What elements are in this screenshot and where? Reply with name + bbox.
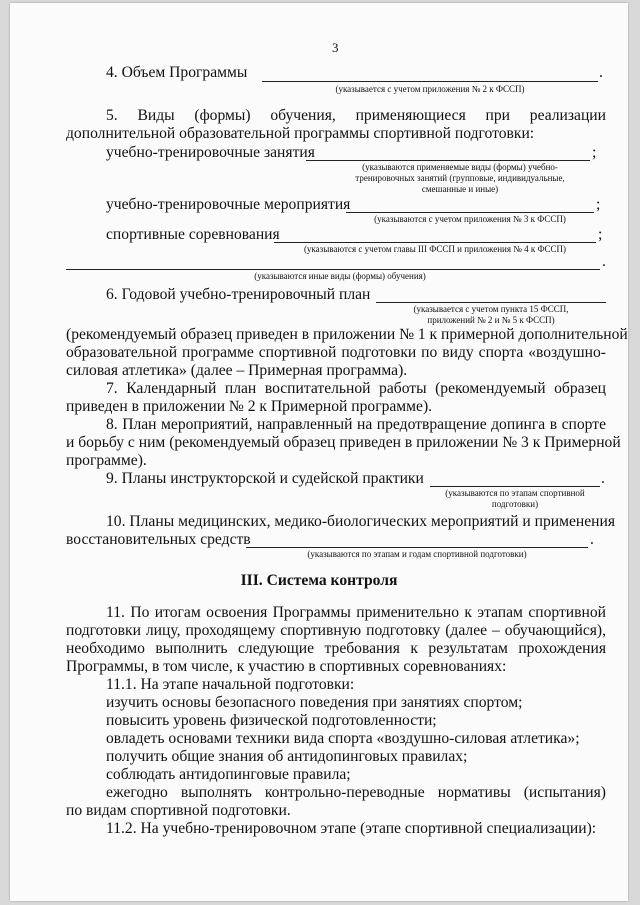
item-6-blank-line	[376, 302, 606, 303]
paragraph-11-1-title: 11.1. На этапе начальной подготовки:	[106, 676, 355, 693]
training-sessions-label: учебно-тренировочные занятия	[106, 144, 315, 161]
item-5-line-2: дополнительной образовательной программы спортивной подготовки:	[66, 125, 535, 142]
item-10-line-2: восстановительных средств	[66, 531, 251, 548]
item-10-blank-line	[246, 547, 588, 548]
training-sessions-caption-2: тренировочных занятий (групповые, индивидуальные,	[355, 173, 565, 183]
training-sessions-end: ;	[592, 144, 597, 161]
competitions-label: спортивные соревнования	[106, 226, 280, 243]
paragraph-11-1-item: овладеть основами техники вида спорта «воздушно-силовая атлетика»;	[106, 730, 580, 747]
item-8-line-2: и борьбу с ним (рекомендуемый образец приведен в приложении № 3 к Примерной	[66, 434, 621, 451]
paragraph-11-line-2: подготовки лицу, проходящему спортивную подготовку (далее – обучающийся),	[66, 622, 606, 639]
other-forms-blank-line	[66, 269, 600, 270]
other-forms-caption: (указываются иные виды (формы) обучения)	[254, 271, 426, 281]
paragraph-11-line-4: Программы, в том числе, к участию в спортивных соревнованиях:	[66, 658, 507, 675]
item-4-end: .	[599, 64, 603, 81]
item-6-caption-1: (указывается с учетом пункта 15 ФССП,	[413, 304, 569, 314]
section-3-heading: III. Система контроля	[240, 572, 398, 589]
paragraph-11-1-last-line-2: по видам спортивной подготовки.	[66, 802, 291, 819]
item-9-end: .	[601, 470, 605, 487]
training-events-label: учебно-тренировочные мероприятия	[106, 196, 351, 213]
paragraph-11-2-title: 11.2. На учебно-тренировочном этапе (этапе спортивной специализации):	[106, 820, 597, 837]
training-sessions-caption-3: смешанные и иные)	[421, 184, 499, 194]
item-6-line-3: силовая атлетика» (далее – Примерная программа).	[66, 362, 408, 379]
competitions-end: ;	[598, 226, 603, 243]
item-10-caption: (указываются по этапам и годам спортивной подготовки)	[307, 549, 527, 559]
item-4-blank-line	[262, 81, 598, 82]
paragraph-11-1-last-line-1: ежегодно выполнять контрольно-переводные нормативы (испытания)	[106, 784, 606, 801]
competitions-blank-line	[274, 242, 596, 243]
item-10-end: .	[590, 531, 594, 548]
paragraph-11-1-item: получить общие знания об антидопинговых правилах;	[106, 748, 468, 765]
item-7-line-2: приведен в приложении № 2 к Примерной программе).	[66, 398, 433, 415]
item-10-line-1: 10. Планы медицинских, медико-биологических мероприятий и применения	[106, 513, 616, 530]
item-9-caption-2: подготовки)	[491, 499, 539, 509]
paragraph-11-1-item: соблюдать антидопинговые правила;	[106, 766, 351, 783]
paragraph-11-line-3: необходимо выполнить следующие требования к результатам прохождения	[66, 640, 606, 657]
item-9-text: 9. Планы инструкторской и судейской практики	[106, 470, 424, 487]
item-4-text: 4. Объем Программы	[106, 64, 248, 81]
training-sessions-blank-line	[306, 160, 590, 161]
item-6-line-1: (рекомендуемый образец приведен в приложении № 1 к примерной дополнительной	[66, 326, 628, 343]
item-9-blank-line	[430, 486, 600, 487]
item-5-line-1: 5. Виды (формы) обучения, применяющиеся при реализации	[106, 107, 606, 124]
page-number: 3	[332, 40, 339, 55]
item-6-line-2: образовательной программе спортивной подготовки по виду спорта «воздушно-	[66, 344, 606, 361]
item-8-line-3: программе).	[66, 452, 147, 469]
training-sessions-caption-1: (указываются применяемые виды (формы) учебно-	[362, 162, 558, 172]
item-4-caption: (указывается с учетом приложения № 2 к ФССП)	[335, 84, 525, 94]
other-forms-end: .	[602, 253, 606, 270]
item-6-text: 6. Годовой учебно-тренировочный план	[106, 286, 371, 303]
training-events-blank-line	[346, 212, 594, 213]
item-9-caption-1: (указываются по этапам спортивной	[445, 488, 585, 498]
paragraph-11-1-item: изучить основы безопасного поведения при занятиях спортом;	[106, 694, 523, 711]
item-7-line-1: 7. Календарный план воспитательной работы (рекомендуемый образец	[106, 380, 606, 397]
item-6-caption-2: приложений № 2 и № 5 к ФССП)	[427, 315, 555, 325]
paragraph-11-line-1: 11. По итогам освоения Программы применительно к этапам спортивной	[106, 604, 606, 621]
paragraph-11-1-item: повысить уровень физической подготовленности;	[106, 712, 437, 729]
competitions-caption: (указываются с учетом главы III ФССП и приложения № 4 к ФССП)	[303, 244, 567, 254]
item-8-line-1: 8. План мероприятий, направленный на предотвращение допинга в спорте	[106, 416, 606, 433]
training-events-caption: (указываются с учетом приложения № 3 к ФССП)	[374, 214, 566, 224]
training-events-end: ;	[596, 196, 601, 213]
document-page	[10, 3, 628, 901]
